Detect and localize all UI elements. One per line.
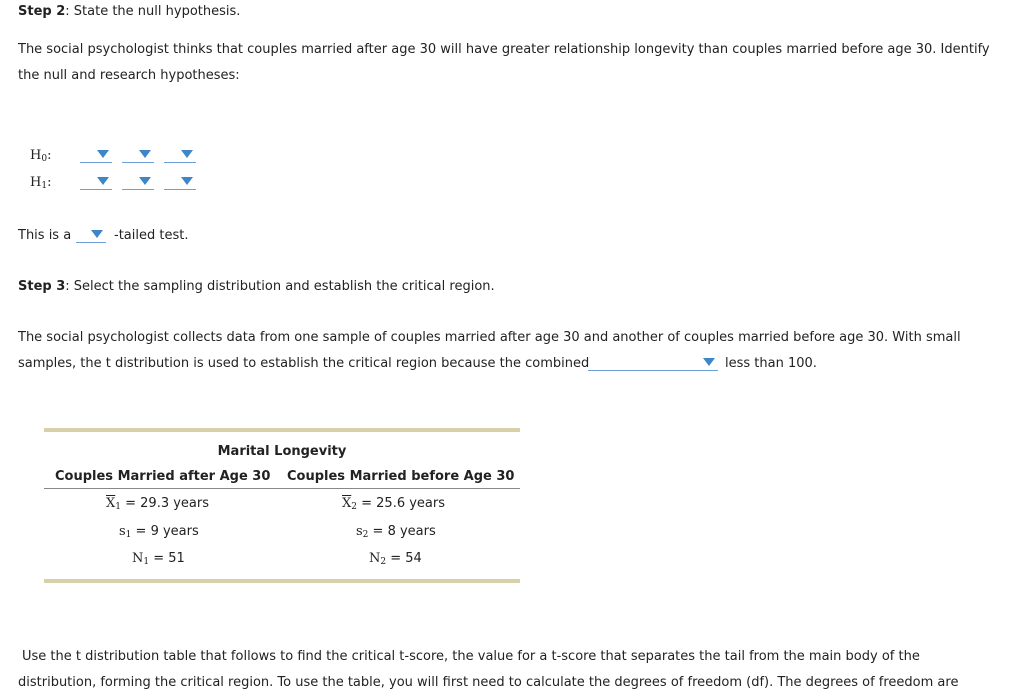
sd-value: = 9 years	[135, 524, 199, 539]
mean-subscript: 2	[351, 502, 357, 512]
sd-subscript: 1	[125, 530, 132, 540]
sd-symbol: s	[119, 524, 126, 539]
h0-dropdown-3[interactable]	[164, 148, 196, 163]
step3-paragraph-suffix: less than 100.	[725, 356, 817, 371]
table-col2-n	[369, 551, 422, 570]
h0-label	[30, 148, 51, 167]
tail-dropdown[interactable]	[76, 228, 106, 243]
step2-heading-rest: : State the null hypothesis.	[65, 4, 241, 19]
h1-dropdown-1[interactable]	[80, 175, 112, 190]
step3-heading	[18, 279, 495, 295]
chevron-down-icon	[703, 358, 715, 366]
tail-suffix: -tailed test.	[114, 228, 189, 243]
chevron-down-icon	[97, 150, 109, 158]
step2-heading-bold: Step 2	[18, 4, 66, 19]
h1-colon: :	[47, 175, 52, 190]
h1-dropdown-2[interactable]	[122, 175, 154, 190]
step2-paragraph-line1: The social psychologist thinks that couples married after age 30 will have greater relationship longevity than couples married before age 30. Identify	[18, 42, 990, 57]
h0-subscript: 0	[41, 154, 48, 164]
h0-dropdown-1[interactable]	[80, 148, 112, 163]
table-top-bar	[44, 428, 520, 432]
sd-value: = 8 years	[372, 524, 436, 539]
table-col1-n	[132, 551, 185, 570]
n-subscript: 1	[143, 557, 150, 567]
n-value: = 51	[153, 551, 185, 566]
table-bottom-bar	[44, 579, 520, 583]
table-col1-mean	[106, 496, 209, 515]
table-header-rule	[44, 488, 520, 489]
table-col2-mean	[342, 496, 445, 515]
step3-paragraph-line2: samples, the t distribution is used to establish the critical region because the combined	[18, 356, 590, 371]
n-subscript: 2	[380, 557, 387, 567]
chevron-down-icon	[139, 177, 151, 185]
footer-line1: Use the t distribution table that follows to find the critical t-score, the value for a t-score that separates the tail from the main body of the	[22, 649, 920, 664]
footer-line2: distribution, forming the critical region. To use the table, you will first need to calculate the degrees of freedom (df). The degrees of freedom are	[18, 675, 959, 690]
h1-dropdown-3[interactable]	[164, 175, 196, 190]
n-symbol: N	[132, 551, 144, 566]
h1-label	[30, 175, 51, 194]
mean-value: = 29.3 years	[125, 496, 210, 511]
chevron-down-icon	[91, 230, 103, 238]
table-col1-header: Couples Married after Age 30	[55, 469, 271, 484]
n-value: = 54	[390, 551, 422, 566]
h0-dropdown-2[interactable]	[122, 148, 154, 163]
table-col2-sd	[356, 524, 436, 543]
h1-subscript: 1	[41, 181, 48, 191]
h0-colon: :	[47, 148, 52, 163]
combined-dropdown[interactable]	[588, 356, 718, 371]
step3-paragraph-line1: The social psychologist collects data from one sample of couples married after age 30 and another of couples married before age 30. With small	[18, 330, 961, 345]
step3-heading-bold: Step 3	[18, 279, 66, 294]
h0-symbol: H	[30, 148, 42, 163]
sd-symbol: s	[356, 524, 363, 539]
chevron-down-icon	[139, 150, 151, 158]
mean-symbol: $\overline{X}$	[342, 496, 352, 511]
mean-subscript: 1	[115, 502, 121, 512]
sd-subscript: 2	[362, 530, 369, 540]
chevron-down-icon	[181, 177, 193, 185]
table-title: Marital Longevity	[217, 444, 347, 459]
step2-heading	[18, 4, 240, 20]
step3-heading-rest: : Select the sampling distribution and establish the critical region.	[65, 279, 495, 294]
tail-prefix: This is a	[18, 228, 72, 243]
h1-symbol: H	[30, 175, 42, 190]
mean-value: = 25.6 years	[361, 496, 446, 511]
mean-symbol: $\overline{X}$	[106, 496, 116, 511]
table-col2-header: Couples Married before Age 30	[287, 469, 515, 484]
chevron-down-icon	[97, 177, 109, 185]
n-symbol: N	[369, 551, 381, 566]
step2-paragraph-line2: the null and research hypotheses:	[18, 68, 240, 83]
table-col1-sd	[119, 524, 199, 543]
chevron-down-icon	[181, 150, 193, 158]
